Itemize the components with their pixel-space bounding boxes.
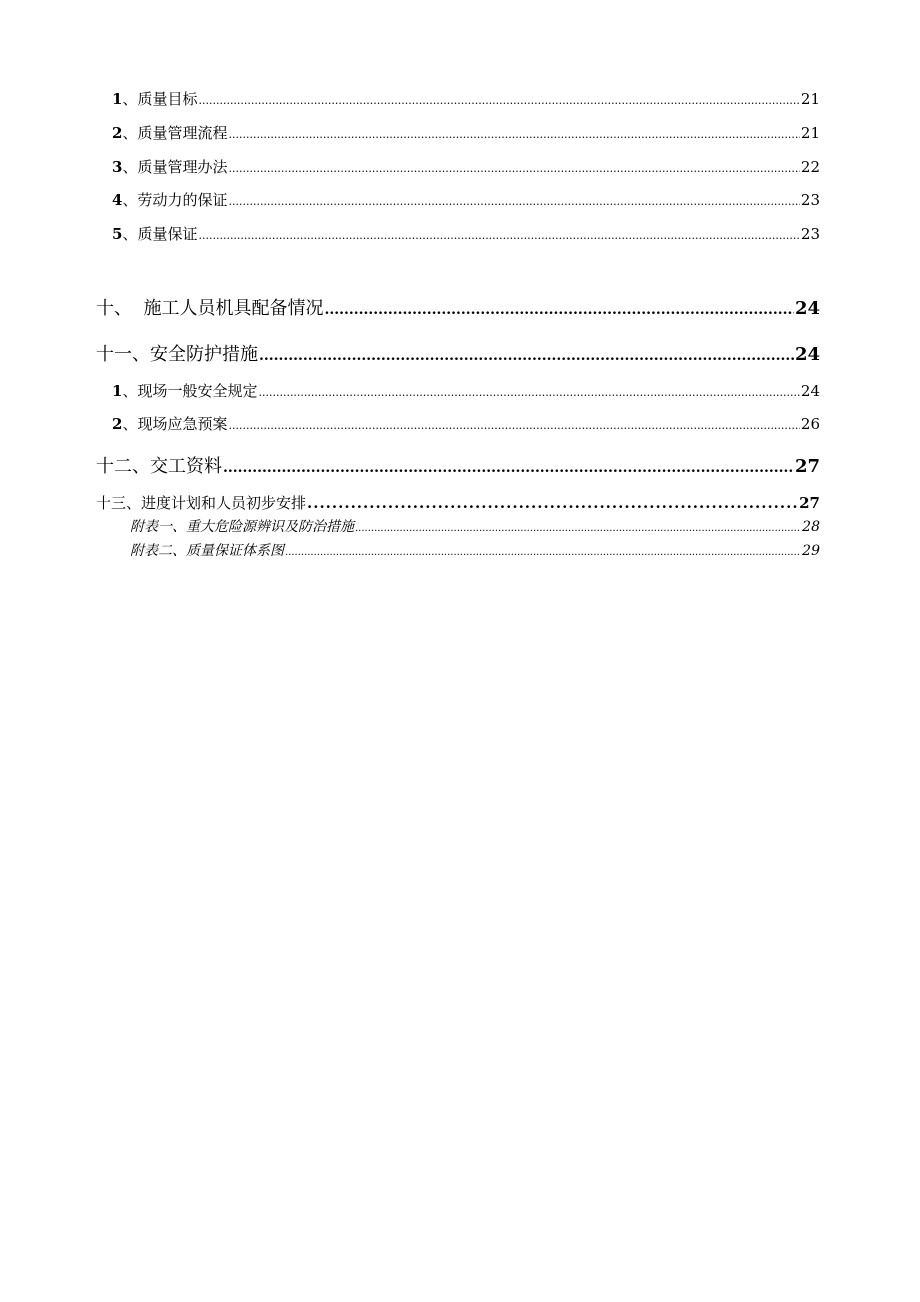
dot-leader [228,419,799,432]
toc-entry-labor-guarantee[interactable] [112,189,820,210]
dot-leader [355,523,801,534]
toc-entry-appendix-1[interactable] [130,516,820,536]
dot-leader [307,494,798,512]
toc-page-number: 21 [800,124,820,142]
dot-leader [228,195,799,208]
toc-page-number: 21 [800,90,820,108]
toc-page-number: 24 [794,344,820,365]
toc-page-number: 24 [800,382,820,400]
dot-leader [198,229,799,242]
toc-page-number: 29 [802,543,820,559]
toc-entry-label: 十三、进度计划和人员初步安排 [96,494,307,512]
dot-leader [259,348,794,364]
dot-leader [324,302,793,318]
toc-page-number: 27 [799,494,820,512]
toc-entry-chapter-10[interactable] [96,294,820,320]
toc-entry-label: 4、劳动力的保证 [112,191,228,209]
toc-page-number: 24 [794,298,820,319]
toc-entry-quality-methods[interactable] [112,156,820,177]
toc-page-number: 28 [802,519,820,535]
toc-entry-chapter-13[interactable] [96,492,820,513]
toc-entry-label: 1、现场一般安全规定 [112,382,258,400]
toc-page-number: 23 [800,225,820,243]
toc-entry-site-safety-rules[interactable] [112,380,820,401]
toc-page-number: 26 [800,415,820,433]
toc-entry-chapter-11[interactable] [96,340,820,366]
toc-entry-label: 2、现场应急预案 [112,415,228,433]
toc-entry-quality-process[interactable] [112,122,820,143]
toc-entry-appendix-2[interactable] [130,540,820,560]
dot-leader [198,94,799,107]
toc-entry-label: 附表一、重大危险源辨识及防治措施 [130,519,354,535]
dot-leader [258,386,799,399]
toc-entry-emergency-plan[interactable] [112,413,820,434]
toc-entry-label: 1、质量目标 [112,90,198,108]
toc-page-number: 22 [800,158,820,176]
toc-entry-label: 十一、安全防护措施 [96,344,258,365]
toc-entry-label: 附表二、质量保证体系图 [130,543,284,559]
dot-leader [223,460,794,476]
toc-entry-quality-target[interactable] [112,88,820,109]
dot-leader [285,547,801,558]
toc-page-number: 27 [794,456,820,477]
toc-entry-chapter-12[interactable] [96,452,820,478]
toc-entry-label: 3、质量管理办法 [112,158,228,176]
toc-entry-quality-guarantee[interactable] [112,223,820,244]
toc-entry-label: 十、 施工人员机具配备情况 [96,298,324,319]
toc-entry-label: 5、质量保证 [112,225,198,243]
dot-leader [228,162,799,175]
dot-leader [228,128,799,141]
toc-entry-label: 2、质量管理流程 [112,124,228,142]
toc-page-number: 23 [800,191,820,209]
toc-entry-label: 十二、交工资料 [96,456,222,477]
